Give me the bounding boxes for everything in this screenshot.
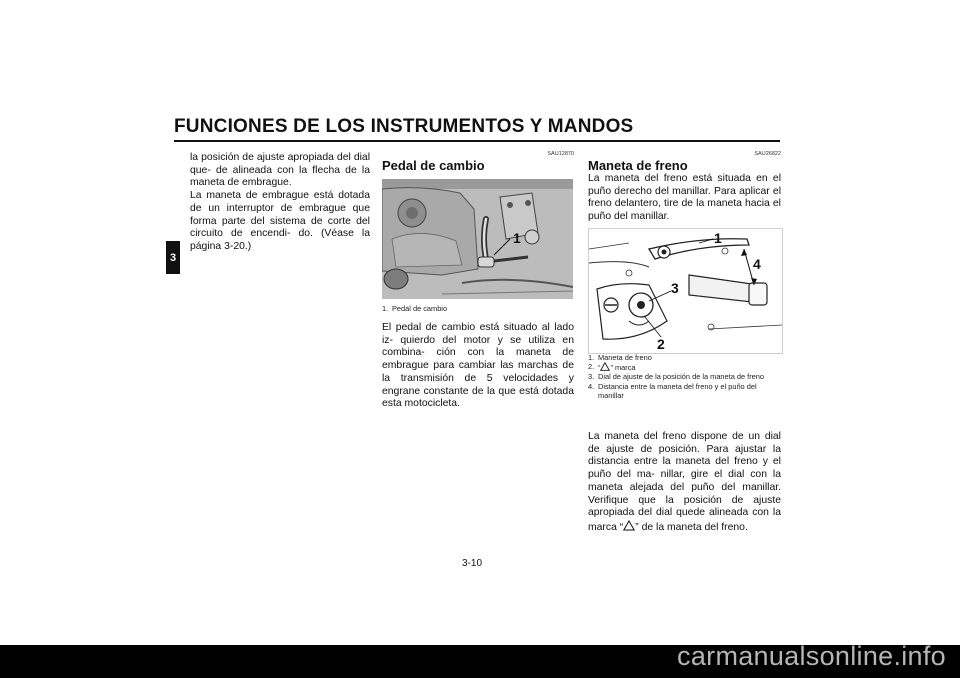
triangle-mark-icon [623,520,635,531]
col1-paragraph-2: La maneta de embrague está dotada de un interruptor de embrague que forma parte del sistema de corte del circuito de encendi- do. (Véase la página 3-20.) [190,190,370,252]
pedal-caption [382,304,574,313]
triangle-mark-icon [600,362,610,371]
caption-item [588,382,781,400]
figure-label-3: 3 [671,280,679,296]
freno-intro-text: La maneta del freno está situada en el puño derecho del manillar. Para aplicar el freno delantero, tire de la maneta hacia el puño del manillar. [588,173,781,223]
caption-text: Dial de ajuste de la posición de la maneta de freno [598,372,764,382]
figure-label-2: 2 [657,336,665,352]
caption-quote-open: “ [598,363,601,373]
caption-number: 4. [588,381,595,391]
brake-lever-figure [588,228,783,354]
caption-text: Maneta de freno [598,353,652,362]
pedal-body-text: El pedal de cambio está situado al lado iz- quierdo del motor y se utiliza en combina- ción con la maneta de embrague para cambiar las marchas de la transmisión de 5 velocidades y engrane constante de la que está dotada esta motocicleta. [382,322,574,410]
caption-number: 1. [588,353,595,362]
freno-section-title: Maneta de freno [588,158,688,173]
freno-section-code: SAU26822 [754,151,781,157]
caption-number: 2. [588,362,595,372]
figure-label-1: 1 [714,230,722,246]
shift-pedal-illustration [382,179,573,299]
page-title: FUNCIONES DE LOS INSTRUMENTOS Y MANDOS [174,116,634,137]
brake-lever-illustration [589,229,782,353]
caption-item [588,362,781,372]
column-3-body [588,431,781,535]
header-rule [174,140,780,142]
pedal-section-title: Pedal de cambio [382,158,485,173]
caption-text: Distancia entre la maneta del freno y el puño del manillar [598,381,757,400]
caption-number: 1. [382,304,389,313]
caption-item [588,353,781,362]
figure-label-1: 1 [513,230,521,246]
column-1 [190,152,370,254]
chapter-tab: 3 [166,241,180,274]
column-2 [382,322,574,411]
caption-text: Pedal de cambio [392,304,448,313]
figure-label-4: 4 [753,256,761,272]
watermark-text: carmanualsonline.info [677,641,946,671]
shift-pedal-figure [382,179,573,299]
caption-text [598,362,636,372]
page-number: 3-10 [462,558,483,569]
column-3 [588,173,781,224]
pedal-section-code: SAU12870 [547,151,574,157]
freno-body-start: La maneta del freno dispone de un dial de ajuste de posición. Para ajustar la distancia entre la maneta del freno y el puño del ma- nillar, gire el dial con la maneta alejada del puño del manillar. Verifique que la posición de ajuste apropiada del dial quede alineada con la marca “ [588,431,781,533]
caption-item [588,372,781,381]
freno-caption [588,353,781,400]
caption-number: 3. [588,372,595,382]
col1-text [190,152,370,254]
col1-paragraph-1: la posición de ajuste apropiada del dial que- de alineada con la flecha de la maneta de embrague. [190,152,370,189]
caption-item [382,304,574,313]
freno-body-end: ” de la maneta del freno. [635,521,748,533]
caption-quote-close: ” marca [610,363,636,373]
freno-body-text [588,431,781,535]
